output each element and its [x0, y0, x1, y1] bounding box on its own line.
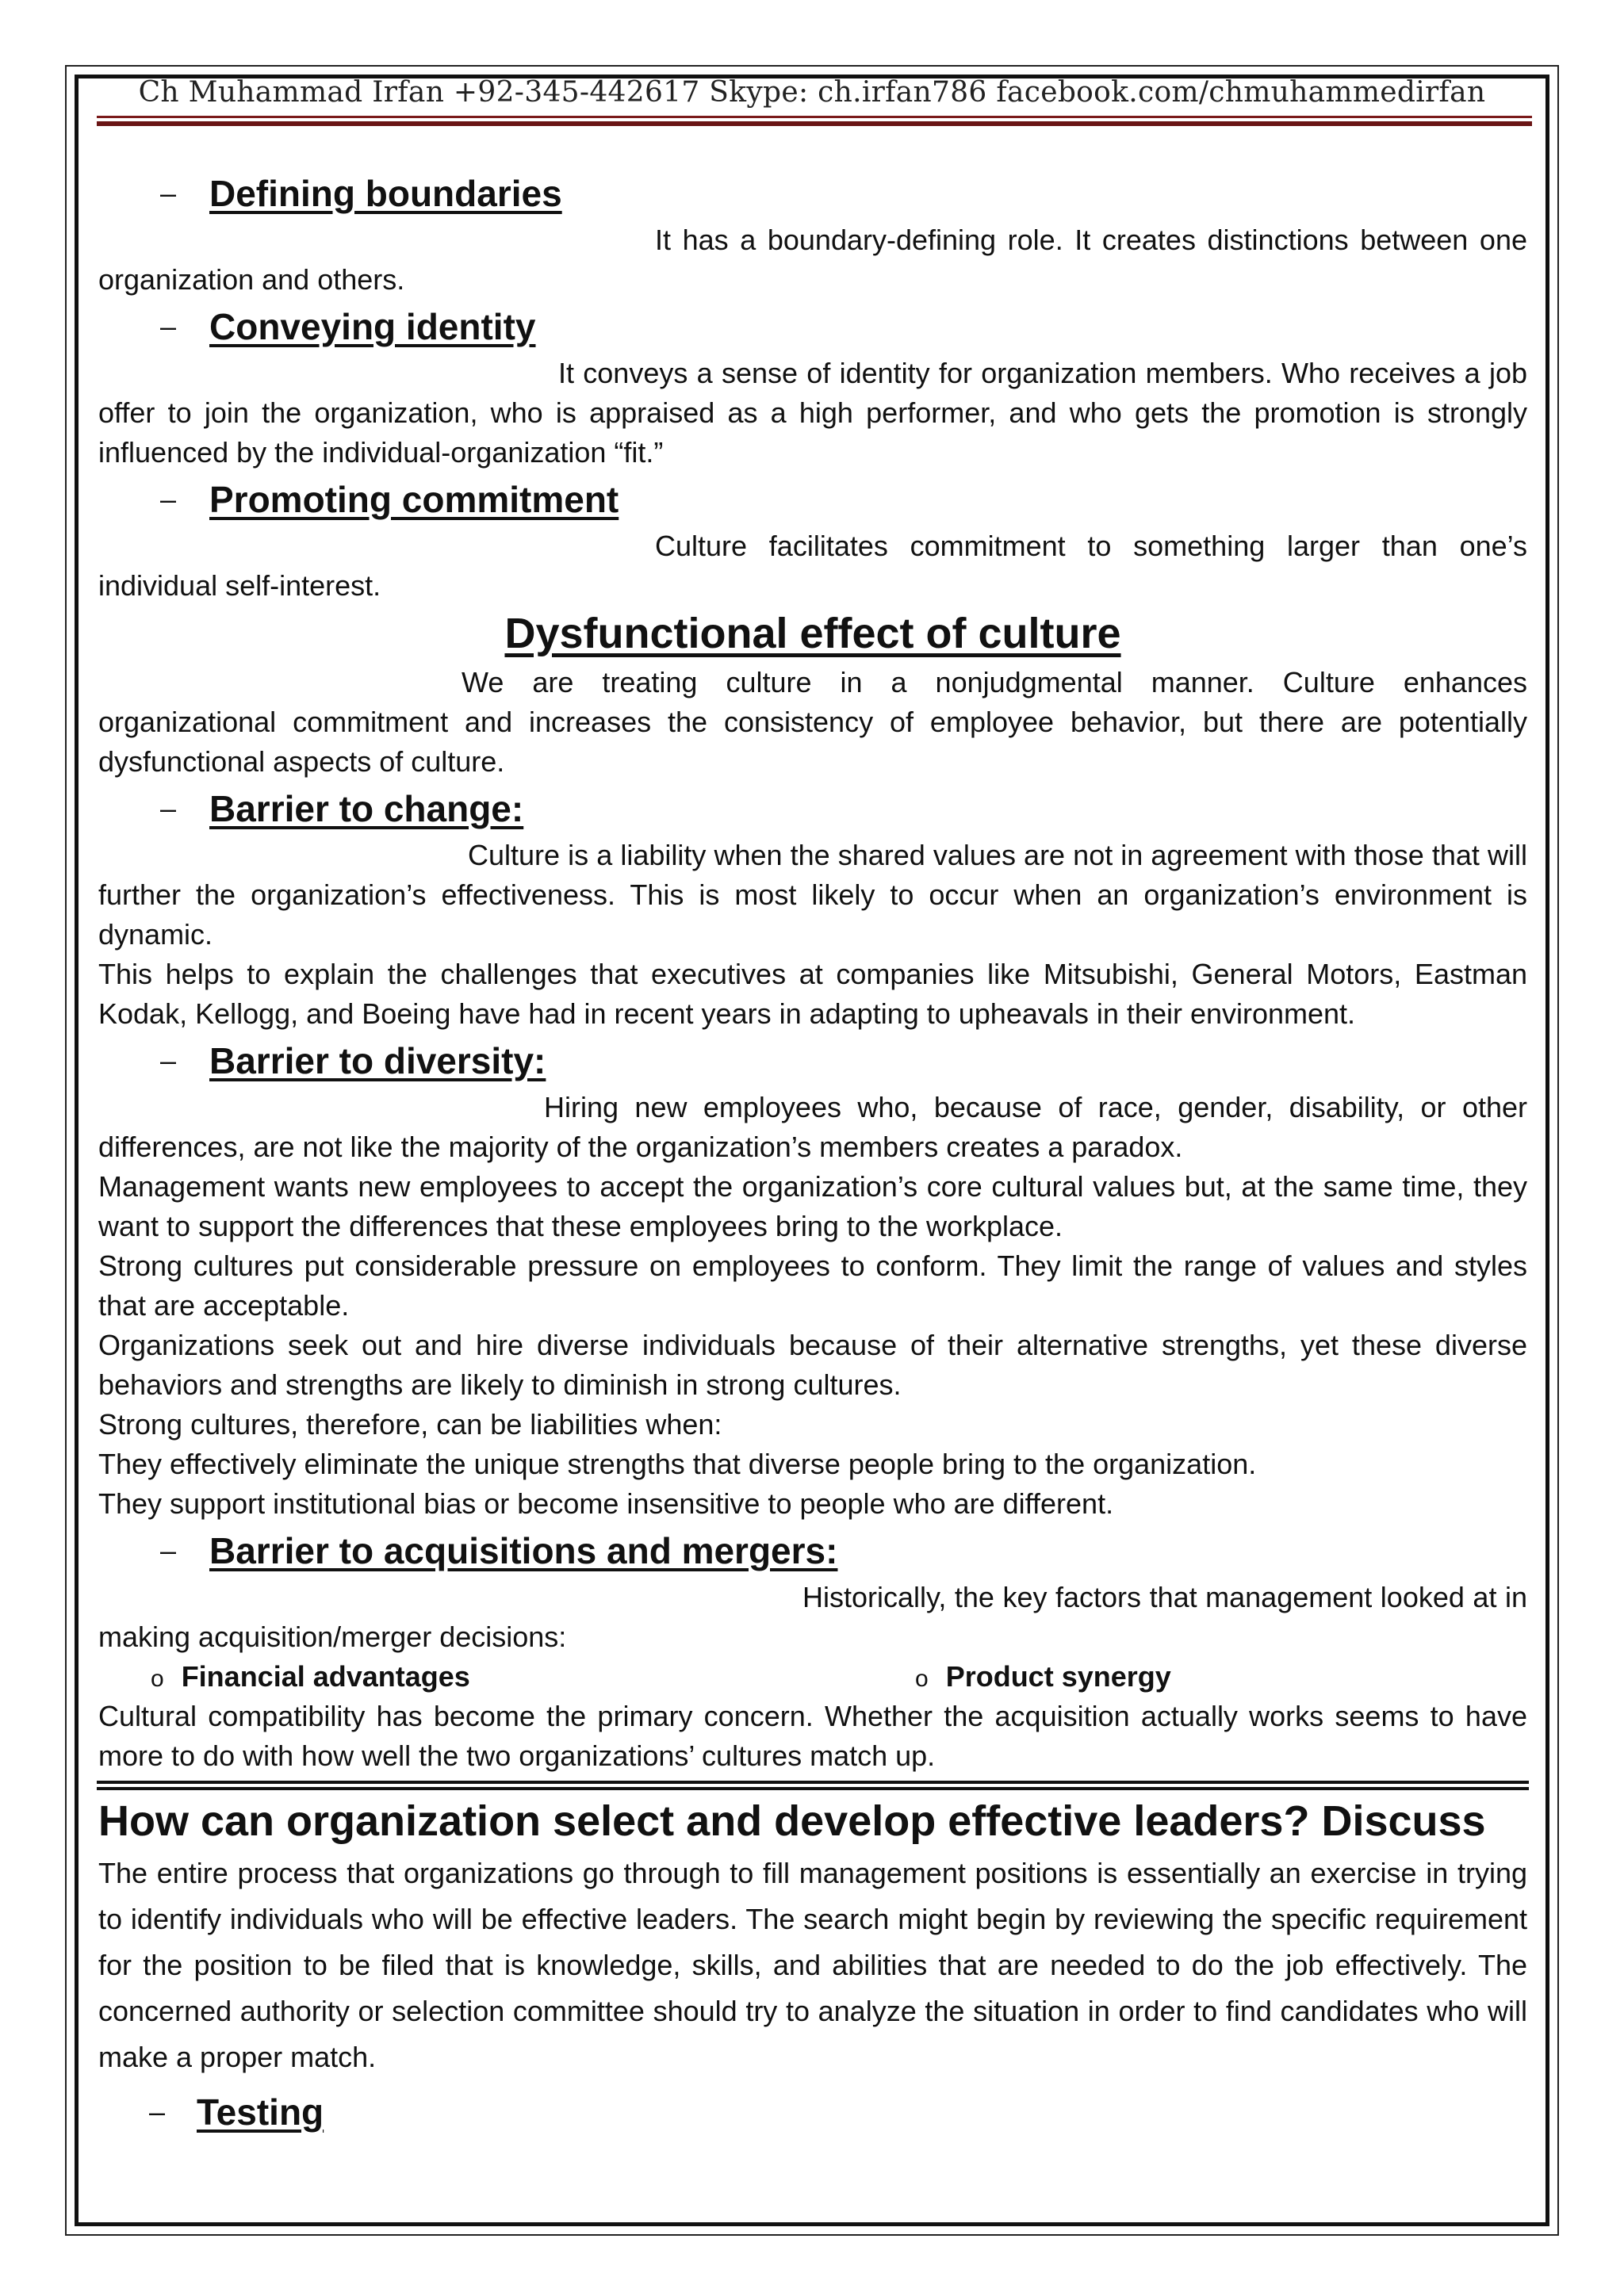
- paragraph: Historically, the key factors that management looked at in making acquisition/merger decisions:: [98, 1581, 1527, 1653]
- subheading-text: Barrier to change:: [209, 788, 524, 829]
- dash-bullet: –: [160, 483, 177, 515]
- paragraph: Hiring new employees who, because of race, gender, disability, or other differences, are not like the majority of the organization’s members creates a paradox.: [98, 1091, 1527, 1163]
- dash-bullet: –: [149, 2095, 166, 2128]
- list-item-text: Financial advantages: [181, 1660, 470, 1693]
- paragraph: Culture facilitates commitment to something larger than one’s individual self-interest.: [98, 530, 1527, 602]
- subheading-text: Barrier to diversity:: [209, 1040, 546, 1081]
- list-item: [915, 1657, 1171, 1699]
- subheading-text: Defining boundaries: [209, 173, 562, 214]
- subheading-text: Barrier to acquisitions and mergers:: [209, 1530, 838, 1571]
- subheading-barrier-to-diversity: [98, 1034, 1527, 1088]
- circle-bullet: o: [151, 1666, 164, 1692]
- paragraph: It conveys a sense of identity for organization members. Who receives a job offer to join the organization, who is appraised as a high performer, and who gets the promotion is strongly influenced by the individual-organization “fit.”: [98, 357, 1527, 469]
- subheading-conveying-identity: [98, 300, 1527, 354]
- dash-bullet: –: [160, 1534, 177, 1567]
- dash-bullet: –: [160, 792, 177, 825]
- paragraph: It has a boundary-defining role. It creates distinctions between one organization and others.: [98, 224, 1527, 296]
- subheading-text: Promoting commitment: [209, 479, 619, 520]
- bullet-list: [98, 1657, 1527, 1697]
- paragraph: Strong cultures, therefore, can be liabilities when:: [98, 1408, 722, 1441]
- subheading-barrier-to-change: [98, 782, 1527, 836]
- page-header: Ch Muhammad Irfan +92-345-442617 Skype: ch.irfan786 facebook.com/chmuhammedirfan: [138, 76, 1486, 109]
- subheading-text: Testing: [197, 2091, 324, 2133]
- subheading-text: Conveying identity: [209, 306, 536, 347]
- circle-bullet: o: [915, 1666, 929, 1692]
- subheading-defining-boundaries: [98, 166, 1527, 220]
- paragraph: Strong cultures put considerable pressure on employees to conform. They limit the range of values and styles that are acceptable.: [98, 1249, 1527, 1322]
- header-rule-thick: [97, 121, 1532, 126]
- dash-bullet: –: [160, 1044, 177, 1077]
- paragraph: Management wants new employees to accept the organization’s core cultural values but, at the same time, they want to support the differences that these employees bring to the workplace.: [98, 1170, 1527, 1242]
- paragraph: Culture is a liability when the shared values are not in agreement with those that will further the organization’s effectiveness. This is most likely to occur when an organization’s environment is dynamic.: [98, 839, 1527, 951]
- dash-bullet: –: [160, 177, 177, 209]
- subheading-promoting-commitment: [98, 473, 1527, 526]
- section-title-dysfunctional: Dysfunctional effect of culture: [504, 610, 1121, 657]
- dash-bullet: –: [160, 310, 177, 342]
- paragraph: The entire process that organizations go through to fill management positions is essentially an exercise in trying to identify individuals who will be effective leaders. The search might begin by reviewing the specific requirement for the position to be filed that is knowledge, skills, and abilities that are needed to do the job effectively. The concerned authority or selection committee should try to analyze the situation in order to find candidates who will make a proper match.: [98, 1857, 1527, 2073]
- subheading-testing: [98, 2085, 1527, 2139]
- answer-block: [98, 1850, 1527, 2080]
- list-item-text: Product synergy: [945, 1660, 1171, 1693]
- paragraph: Organizations seek out and hire diverse individuals because of their alternative strengths, yet these diverse behaviors and strengths are likely to diminish in strong cultures.: [98, 1329, 1527, 1401]
- paragraph: Cultural compatibility has become the primary concern. Whether the acquisition actually works seems to have more to do with how well the two organizations’ cultures match up.: [98, 1700, 1527, 1772]
- list-item: [151, 1657, 470, 1699]
- question-heading: How can organization select and develop effective leaders? Discuss: [98, 1797, 1486, 1845]
- subheading-barrier-to-acquisitions: [98, 1524, 1527, 1578]
- section-divider: [98, 1781, 1527, 1793]
- paragraph: They support institutional bias or become insensitive to people who are different.: [98, 1487, 1114, 1520]
- page-content: [98, 166, 1527, 2139]
- paragraph: They effectively eliminate the unique strengths that diverse people bring to the organization.: [98, 1448, 1257, 1480]
- paragraph: This helps to explain the challenges that executives at companies like Mitsubishi, General Motors, Eastman Kodak, Kellogg, and Boeing have had in recent years in adapting to upheavals in their environment.: [98, 958, 1527, 1030]
- header-rule: [97, 116, 1532, 118]
- paragraph: We are treating culture in a nonjudgmental manner. Culture enhances organizational commitment and increases the consistency of employee behavior, but there are potentially dysfunctional aspects of culture.: [98, 666, 1527, 778]
